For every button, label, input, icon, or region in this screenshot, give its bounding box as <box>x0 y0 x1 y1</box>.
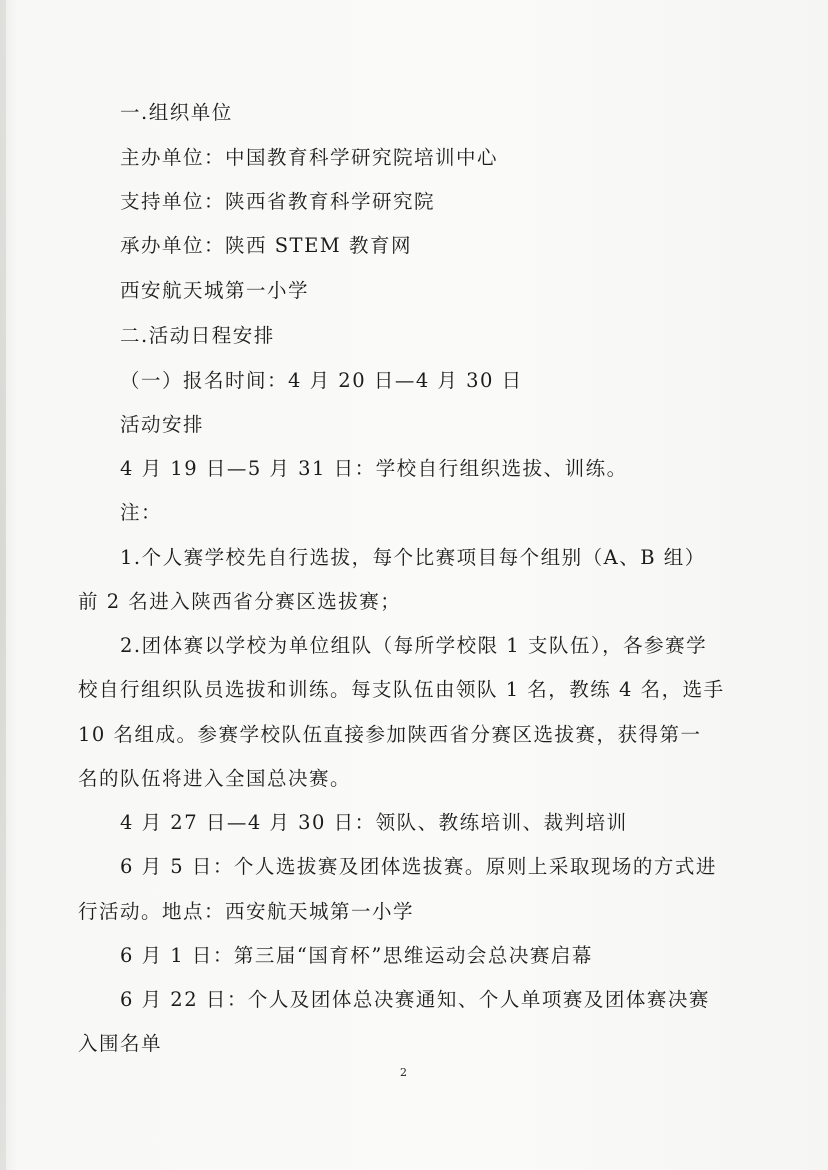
organizer-unit-line: 承办单位：陕西 STEM 教育网 <box>120 234 412 257</box>
note-1-line-1: 1.个人赛学校先自行选拔，每个比赛项目每个组别（A、B 组） <box>120 546 706 569</box>
section-heading-schedule: 二.活动日程安排 <box>120 324 275 347</box>
selection-match-line-1: 6 月 5 日：个人选拔赛及团体选拔赛。原则上采取现场的方式进 <box>120 855 717 878</box>
training-date-line: 4 月 27 日—4 月 30 日：领队、教练培训、裁判培训 <box>120 811 628 834</box>
note-2-line-3: 10 名组成。参赛学校队伍直接参加陕西省分赛区选拔赛，获得第一 <box>78 723 702 746</box>
note-heading: 注： <box>120 501 163 524</box>
note-2-line-1: 2.团体赛以学校为单位组队（每所学校限 1 支队伍），各参赛学 <box>120 634 708 657</box>
finals-opening-line: 6 月 1 日：第三届“国育杯”思维运动会总决赛启幕 <box>120 944 593 967</box>
note-2-line-2: 校自行组织队员选拔和训练。每支队伍由领队 1 名，教练 4 名，选手 <box>78 678 725 701</box>
section-heading-organizers: 一.组织单位 <box>120 101 233 124</box>
support-unit-line: 支持单位：陕西省教育科学研究院 <box>120 190 436 213</box>
scan-edge <box>0 0 6 1170</box>
finals-notice-line-2: 入围名单 <box>78 1032 163 1055</box>
note-1-line-2: 前 2 名进入陕西省分赛区选拔赛； <box>78 590 402 613</box>
registration-time-line: （一）报名时间：4 月 20 日—4 月 30 日 <box>120 369 523 392</box>
note-2-line-4: 名的队伍将进入全国总决赛。 <box>78 767 352 790</box>
selection-training-line: 4 月 19 日—5 月 31 日：学校自行组织选拔、训练。 <box>120 457 628 480</box>
host-unit-line: 主办单位：中国教育科学研究院培训中心 <box>120 146 499 169</box>
page-number: 2 <box>400 1066 407 1079</box>
co-organizer-line: 西安航天城第一小学 <box>120 279 310 302</box>
activity-arrangement-heading: 活动安排 <box>120 413 205 436</box>
selection-match-line-2: 行活动。地点：西安航天城第一小学 <box>78 900 415 923</box>
finals-notice-line-1: 6 月 22 日：个人及团体总决赛通知、个人单项赛及团体赛决赛 <box>120 988 710 1011</box>
